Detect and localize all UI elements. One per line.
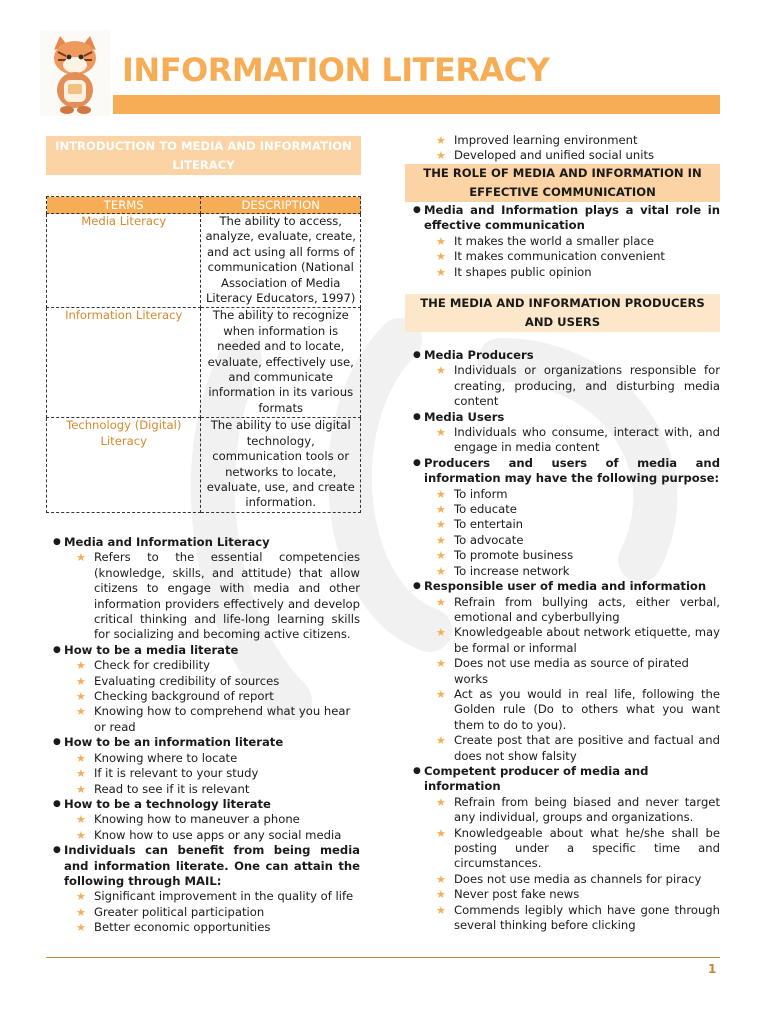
- page-title: INFORMATION LITERACY: [122, 51, 550, 89]
- footer-rule: [46, 957, 720, 958]
- list-item: ★ To educate: [436, 502, 517, 517]
- bullet-dot-icon: ●: [413, 581, 421, 592]
- list-item: ★ Individuals who consume, interact with, and engage in media content: [436, 425, 720, 455]
- bullet-dot-icon: ●: [53, 798, 61, 809]
- list-item: ★ Developed and unified social units: [436, 148, 655, 163]
- list-heading: ● Media and Information plays a vital role in effective communication: [413, 203, 720, 233]
- producers-heading: THE MEDIA AND INFORMATION PRODUCERS AND USERS: [405, 294, 720, 332]
- list-item: ★ Act as you would in real life, following the Golden rule (Do to others what you want them to do to you).: [436, 686, 720, 732]
- star-icon: ★: [76, 751, 86, 765]
- page-number: 1: [708, 962, 717, 976]
- list-heading: ● Individuals can benefit from being media and information literate. One can attain the following through MAIL:: [53, 843, 360, 888]
- list-item: ★ Knowing where to locate: [76, 750, 238, 765]
- list-heading: ● Media and Information Literacy: [53, 535, 270, 549]
- star-icon: ★: [436, 872, 446, 886]
- term-cell: Information Literacy: [47, 308, 201, 418]
- list-item: ★ Knowing how to maneuver a phone: [76, 812, 300, 827]
- list-item: ★ It makes the world a smaller place: [436, 233, 654, 248]
- list-heading: ● Producers and users of media and information may have the following purpose:: [413, 455, 720, 486]
- description-cell: The ability to use digital technology, communication tools or networks to locate, evaluate, use, and create information.: [201, 418, 361, 512]
- list-item: ★ To promote business: [436, 548, 574, 563]
- star-icon: ★: [436, 687, 446, 701]
- star-icon: ★: [436, 888, 446, 902]
- list-item: ★ Knowledgeable about what he/she shall be posting under a specific time and circumstances.: [436, 825, 720, 871]
- list-item: ★ Refrain from being biased and never target any individual, groups and organizations.: [436, 794, 720, 825]
- star-icon: ★: [436, 657, 446, 671]
- star-icon: ★: [436, 549, 446, 563]
- table-row: [47, 214, 361, 308]
- list-item: ★ To entertain: [436, 517, 524, 532]
- star-icon: ★: [76, 921, 86, 935]
- terms-table: [46, 196, 361, 513]
- star-icon: ★: [76, 890, 86, 904]
- term-cell: Media Literacy: [47, 214, 201, 308]
- list-heading: ● Responsible user of media and information: [413, 579, 707, 594]
- star-icon: ★: [76, 905, 86, 919]
- table-row: [47, 418, 361, 512]
- star-icon: ★: [436, 149, 446, 163]
- list-item: ★ Commends legibly which have gone through several thinking before clicking: [436, 902, 720, 933]
- star-icon: ★: [436, 903, 446, 917]
- role-heading: THE ROLE OF MEDIA AND INFORMATION IN EFFECTIVE COMMUNICATION: [405, 164, 720, 202]
- star-icon: ★: [76, 551, 86, 565]
- list-item: ★ If it is relevant to your study: [76, 766, 259, 781]
- list-item: ★ Create post that are positive and factual and does not show falsity: [436, 733, 720, 763]
- list-item: ★ Checking background of report: [76, 689, 274, 704]
- star-icon: ★: [436, 250, 446, 264]
- star-icon: ★: [76, 659, 86, 673]
- star-icon: ★: [436, 234, 446, 248]
- bullet-dot-icon: ●: [413, 765, 421, 776]
- list-item: ★ Does not use media as source of pirated works: [436, 656, 689, 686]
- role-list: [413, 203, 720, 280]
- star-icon: ★: [76, 813, 86, 827]
- star-icon: ★: [436, 134, 446, 147]
- list-item: ★ Never post fake news: [436, 887, 580, 902]
- bullet-dot-icon: ●: [53, 537, 61, 547]
- bullet-dot-icon: ●: [53, 737, 61, 748]
- list-item: ★ Read to see if it is relevant: [76, 781, 250, 796]
- list-item: ★ To inform: [436, 486, 508, 501]
- list-heading: ● How to be a media literate: [53, 642, 239, 657]
- list-item: ★ Individuals or organizations responsible for creating, producing, and disturbing media content: [436, 363, 720, 409]
- bullet-dot-icon: ●: [413, 411, 421, 422]
- table-header-row: [47, 197, 361, 214]
- star-icon: ★: [436, 595, 446, 609]
- bullet-dot-icon: ●: [413, 457, 421, 468]
- star-icon: ★: [76, 828, 86, 842]
- list-item: ★ Refers to the essential competencies (knowledge, skills, and attitude) that allow citizens to engage with media and other information providers effectively and develop critical thinking and life-long learning skills for socializing and becoming active citizens.: [76, 550, 360, 642]
- star-icon: ★: [76, 674, 86, 688]
- star-icon: ★: [436, 364, 446, 378]
- bullet-dot-icon: ●: [53, 845, 61, 856]
- star-icon: ★: [436, 518, 446, 532]
- intro-heading: INTRODUCTION TO MEDIA AND INFORMATION LITERACY: [46, 136, 361, 175]
- bullet-dot-icon: ●: [413, 205, 421, 215]
- star-icon: ★: [436, 533, 446, 547]
- list-item: ★ It shapes public opinion: [436, 264, 592, 279]
- star-icon: ★: [436, 265, 446, 279]
- list-item: ★ Check for credibility: [76, 658, 211, 673]
- tiger-mascot-logo: [40, 30, 110, 116]
- table-header-description: DESCRIPTION: [201, 197, 361, 214]
- term-cell: Technology (Digital) Literacy: [47, 418, 201, 512]
- list-item: ★ To increase network: [436, 563, 570, 578]
- star-icon: ★: [436, 826, 446, 840]
- table-row: [47, 308, 361, 418]
- list-heading: ● Media Producers: [413, 348, 534, 362]
- list-heading: ● Media Users: [413, 409, 505, 424]
- star-icon: ★: [436, 487, 446, 501]
- star-icon: ★: [436, 426, 446, 440]
- star-icon: ★: [76, 705, 86, 719]
- right-top-list: [413, 133, 720, 164]
- description-cell: The ability to access, analyze, evaluate, create, and act using all forms of communication (National Association of Media Literacy Educators, 1997): [201, 214, 361, 308]
- list-item: ★ Better economic opportunities: [76, 920, 271, 935]
- list-item: ★ Knowing how to comprehend what you hear or read: [76, 704, 351, 734]
- list-item: ★ Improved learning environment: [436, 133, 638, 147]
- bullet-dot-icon: ●: [413, 350, 421, 360]
- list-item: ★ Evaluating credibility of sources: [76, 673, 280, 688]
- list-item: ★ To advocate: [436, 532, 524, 547]
- producers-list: [413, 348, 720, 933]
- list-heading: ● How to be an information literate: [53, 735, 284, 750]
- star-icon: ★: [76, 690, 86, 704]
- star-icon: ★: [436, 564, 446, 578]
- list-item: ★ Refrain from bullying acts, either verbal, emotional and cyberbullying: [436, 594, 720, 624]
- list-item: ★ Greater political participation: [76, 904, 265, 919]
- bullet-dot-icon: ●: [53, 644, 61, 655]
- left-list: [53, 535, 360, 936]
- list-heading: ● How to be a technology literate: [53, 796, 271, 811]
- list-item: ★ Does not use media as channels for piracy: [436, 871, 702, 886]
- list-item: ★ Know how to use apps or any social media: [76, 827, 342, 842]
- star-icon: ★: [436, 734, 446, 748]
- list-item: ★ Significant improvement in the quality of life: [76, 889, 354, 904]
- star-icon: ★: [436, 626, 446, 640]
- title-underline-bar: [113, 95, 720, 114]
- star-icon: ★: [76, 782, 86, 796]
- star-icon: ★: [76, 767, 86, 781]
- list-item: ★ Knowledgeable about network etiquette, may be formal or informal: [436, 625, 720, 655]
- list-item: ★ It makes communication convenient: [436, 249, 665, 264]
- description-cell: The ability to recognize when information is needed and to locate, evaluate, effectively use, and communicate information in its various formats: [201, 308, 361, 418]
- star-icon: ★: [436, 503, 446, 517]
- star-icon: ★: [436, 795, 446, 809]
- list-heading: ● Competent producer of media and information: [413, 763, 649, 794]
- table-header-terms: TERMS: [47, 197, 201, 214]
